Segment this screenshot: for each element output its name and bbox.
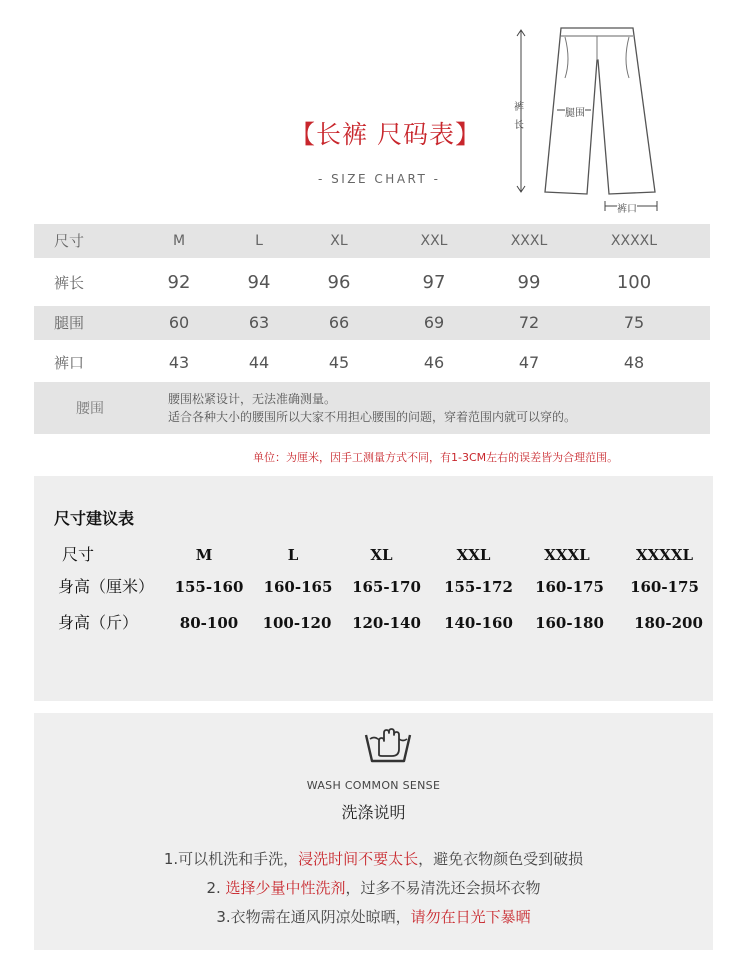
- header-cell: 尺寸: [54, 232, 85, 250]
- table-cell: 47: [518, 353, 540, 372]
- recommendation-size-label: 尺寸: [62, 545, 95, 564]
- recommendation-size: M: [195, 546, 213, 564]
- header-cell: XXXL: [510, 233, 548, 249]
- recommendation-size: XXL: [456, 546, 491, 564]
- waist-row: [34, 382, 710, 434]
- recommendation-size-row: [34, 540, 713, 570]
- page-subtitle: - SIZE CHART -: [318, 172, 441, 186]
- wash-line-3-warning: 请勿在日光下暴晒: [410, 908, 531, 926]
- wash-line-2-start: 2.: [206, 879, 226, 897]
- recommendation-weight: 100-120: [262, 614, 332, 632]
- table-cell: 45: [328, 353, 350, 372]
- diagram-length-label-1: 裤: [514, 102, 524, 113]
- table-cell: 99: [517, 272, 541, 293]
- wash-line-3-start: 3.衣物需在通风阴凉处晾晒，: [216, 908, 411, 926]
- recommendation-weight-label: 身高（斤）: [58, 613, 139, 632]
- wash-title-cn: 洗涤说明: [341, 803, 406, 822]
- hand-wash-icon: [363, 723, 413, 767]
- recommendation-weight: 180-200: [634, 614, 703, 632]
- wash-line-1-warning: 浸洗时间不要太长: [298, 850, 419, 868]
- recommendation-weight: 140-160: [444, 614, 513, 632]
- waist-line-1: 腰围松紧设计，无法准确测量。: [168, 392, 337, 406]
- table-cell: 46: [423, 353, 445, 372]
- table-cell: 97: [422, 272, 446, 293]
- recommendation-height-label: 身高（厘米）: [58, 577, 155, 596]
- waist-description: [168, 390, 576, 426]
- table-row: [34, 306, 710, 340]
- recommendation-weight: 120-140: [352, 614, 421, 632]
- header-cell: XXXXL: [610, 233, 658, 249]
- table-cell: 43: [168, 353, 190, 372]
- page-title: 【长裤 尺码表】: [290, 120, 481, 149]
- table-cell: 48: [623, 353, 645, 372]
- table-cell: 69: [423, 313, 445, 332]
- table-cell: 44: [248, 353, 270, 372]
- size-recommendation-panel: [34, 476, 713, 701]
- table-cell: 63: [248, 313, 270, 332]
- diagram-hem-label: 裤口: [617, 200, 637, 215]
- recommendation-height: 160-165: [263, 578, 333, 596]
- header-cell: XXL: [420, 233, 448, 249]
- recommendation-title: 尺寸建议表: [54, 509, 135, 528]
- row-label: 裤长: [54, 274, 85, 292]
- recommendation-weight-row: [34, 608, 713, 638]
- wash-line-2-end: ，过多不易清洗还会损坏衣物: [345, 879, 541, 897]
- header-cell: M: [172, 233, 186, 249]
- wash-title-en: WASH COMMON SENSE: [306, 779, 441, 792]
- table-cell: 96: [327, 272, 351, 293]
- recommendation-height: 155-172: [444, 578, 513, 596]
- table-cell: 92: [167, 272, 191, 293]
- recommendation-weight: 160-180: [535, 614, 604, 632]
- unit-note: 单位：为厘米，因手工测量方式不同，有1-3CM左右的误差皆为合理范围。: [253, 451, 619, 464]
- pants-diagram-icon: [505, 20, 665, 220]
- table-row: [34, 346, 710, 380]
- table-cell: 72: [518, 313, 540, 332]
- wash-line-1-start: 1.可以机洗和手洗，: [163, 850, 299, 868]
- diagram-length-label-2: 长: [514, 120, 524, 131]
- wash-line-2: [34, 877, 713, 898]
- wash-line-1: [34, 848, 713, 869]
- recommendation-height: 165-170: [352, 578, 421, 596]
- recommendation-height: 155-160: [174, 578, 244, 596]
- table-cell: 100: [616, 272, 652, 293]
- wash-line-1-end: ，避免衣物颜色受到破损: [418, 850, 584, 868]
- recommendation-height-row: [34, 572, 713, 602]
- recommendation-height: 160-175: [630, 578, 699, 596]
- wash-line-2-warning: 选择少量中性洗剂: [225, 879, 346, 897]
- recommendation-weight: 80-100: [179, 614, 239, 632]
- recommendation-height: 160-175: [535, 578, 604, 596]
- table-cell: 75: [623, 313, 645, 332]
- waist-label: 腰围: [76, 401, 104, 417]
- recommendation-size: XL: [370, 546, 393, 564]
- header-cell: XL: [330, 233, 348, 249]
- recommendation-size: L: [287, 546, 299, 564]
- wash-instructions-panel: [34, 713, 713, 950]
- table-cell: 60: [168, 313, 190, 332]
- wash-line-3: [34, 906, 713, 927]
- recommendation-size: XXXL: [544, 546, 590, 564]
- diagram-thigh-label: 腿围: [565, 104, 585, 119]
- table-cell: 94: [247, 272, 271, 293]
- row-label: 裤口: [54, 354, 85, 372]
- size-chart-header-row: [34, 224, 710, 258]
- row-label: 腿围: [54, 314, 85, 332]
- header-cell: L: [255, 233, 263, 249]
- table-row: [34, 266, 710, 300]
- recommendation-size: XXXXL: [635, 546, 694, 564]
- waist-line-2: 适合各种大小的腰围所以大家不用担心腰围的问题，穿着范围内就可以穿的。: [168, 410, 577, 424]
- table-cell: 66: [328, 313, 350, 332]
